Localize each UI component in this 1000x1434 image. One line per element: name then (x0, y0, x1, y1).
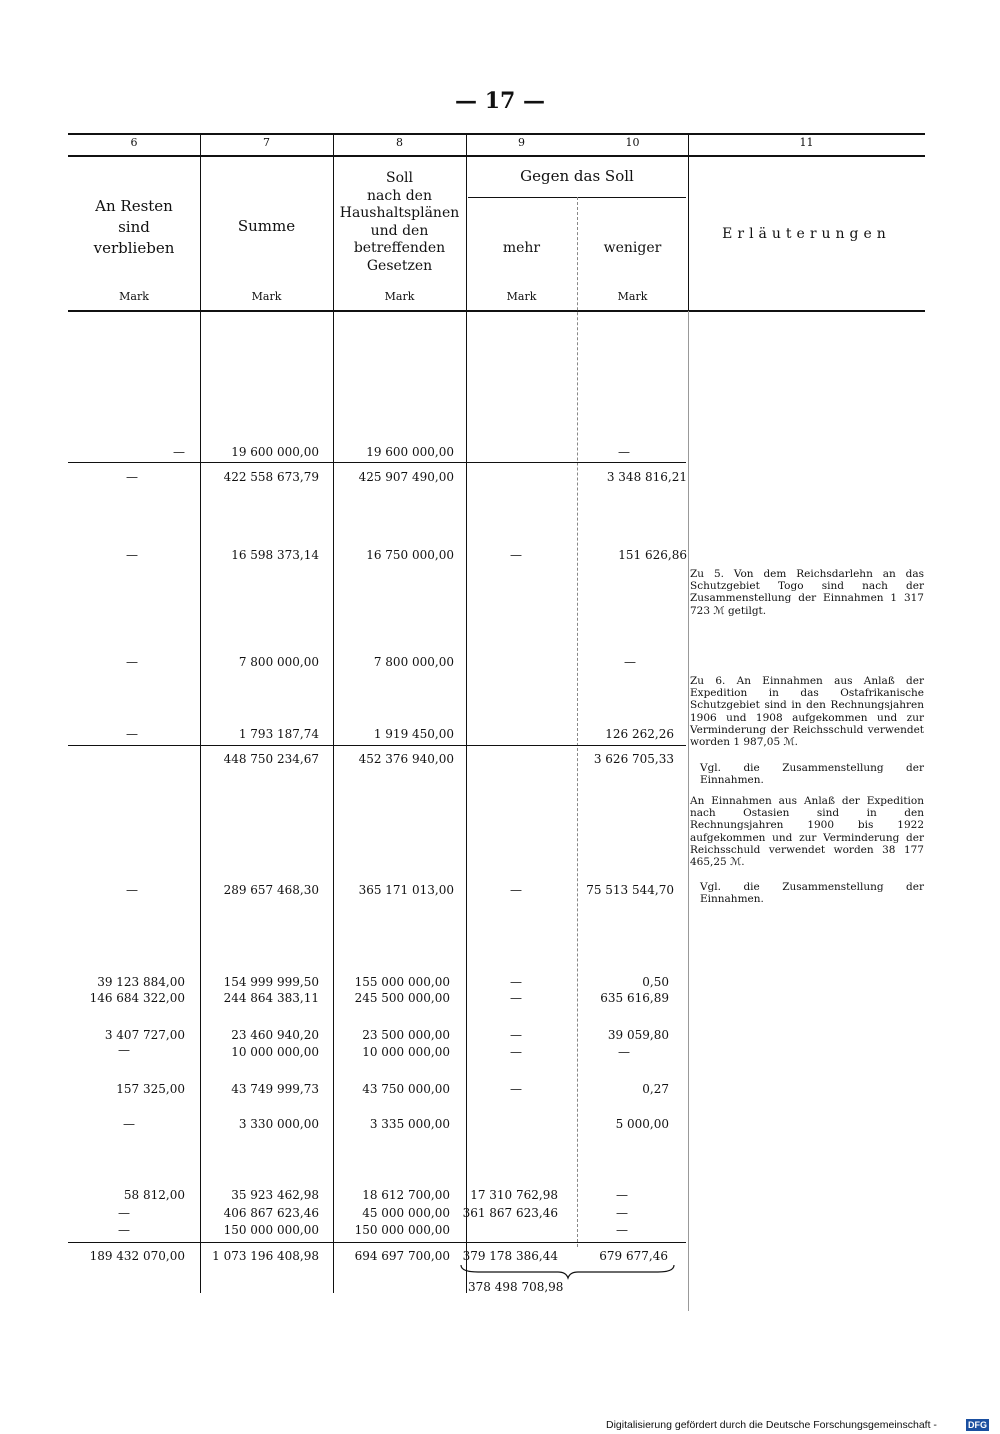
cell-c8: 23 500 000,00 (362, 1028, 450, 1042)
cell-c9: — (510, 883, 522, 897)
cell-c10: 39 059,80 (607, 1028, 669, 1042)
cell-c9: — (510, 991, 522, 1005)
col-8-unit: Mark (384, 290, 415, 303)
col-9-number: 9 (518, 136, 525, 149)
cell-c10: — (616, 1206, 628, 1220)
cell-c10: 151 626,86 (618, 548, 687, 562)
total-c8: 694 697 700,00 (354, 1249, 450, 1263)
col-6-unit: Mark (119, 290, 149, 303)
cell-c8: 18 612 700,00 (362, 1188, 450, 1202)
cell-c9: — (510, 548, 522, 562)
cell-c10: — (616, 1223, 628, 1237)
cell-c7: 154 999 999,50 (223, 975, 319, 989)
col-9-unit: Mark (506, 290, 537, 303)
cell-c10: 0,50 (642, 975, 669, 989)
cell-c9: — (510, 1028, 522, 1042)
cell-c10: 5 000,00 (615, 1117, 669, 1131)
total-c6: 189 432 070,00 (89, 1249, 185, 1263)
cell-c9: 361 867 623,46 (462, 1206, 558, 1220)
col-10-number: 10 (625, 136, 640, 149)
col-6-number: 6 (130, 136, 138, 149)
cell-c10: 3 626 705,33 (593, 752, 674, 766)
cell-c7: 448 750 234,67 (223, 752, 319, 766)
cell-c6: — (126, 727, 138, 741)
col-7-unit: Mark (251, 290, 282, 303)
col-10-header: weniger (603, 240, 662, 256)
col-8-number: 8 (396, 136, 403, 149)
cell-c10: — (618, 1045, 630, 1059)
cell-c10: — (616, 1188, 628, 1202)
col-6-header: An Resten sind verblieben (93, 197, 175, 257)
cell-c6: 157 325,00 (116, 1082, 185, 1096)
cell-c10: 0,27 (642, 1082, 669, 1096)
cell-c8: 425 907 490,00 (358, 470, 454, 484)
cell-c7: 35 923 462,98 (231, 1188, 319, 1202)
note-zu-5: Zu 5. Von dem Reichsdarlehn an das Schutzgebiet Togo sind nach der Zusammenstellung der Einnahmen 1 317 723 ℳ getilgt. (690, 568, 924, 617)
col-11-number: 11 (799, 136, 814, 149)
cell-c8: 16 750 000,00 (366, 548, 454, 562)
cell-c6: — (126, 655, 138, 669)
cell-c10: — (624, 655, 636, 669)
cell-c8: 3 335 000,00 (369, 1117, 450, 1131)
cell-c6: — (118, 1043, 130, 1057)
cell-c7: 422 558 673,79 (223, 470, 319, 484)
cell-c7: 10 000 000,00 (231, 1045, 319, 1059)
cell-c8: 7 800 000,00 (373, 655, 454, 669)
cell-c6: 39 123 884,00 (97, 975, 185, 989)
note-zu-6: Zu 6. An Einnahmen aus Anlaß der Expedition in das Ostafrikanische Schutzgebiet sind in den Rechnungsjahren 1906 und 1908 aufgekommen und zur Verminderung der Reichsschuld verwendet worden 1 987,05 ℳ. (690, 675, 924, 749)
col-7-number: 7 (263, 136, 270, 149)
cell-c7: 150 000 000,00 (223, 1223, 319, 1237)
gegen-das-soll-header: Gegen das Soll (520, 167, 634, 185)
cell-c8: 365 171 013,00 (358, 883, 454, 897)
cell-c6: — (126, 548, 138, 562)
cell-c9: — (510, 1082, 522, 1096)
cell-c8: 10 000 000,00 (362, 1045, 450, 1059)
note-ostasien: An Einnahmen aus Anlaß der Expedition nach Ostasien sind in den Rechnungsjahren 1900 bis 1922 aufgekommen und zur Verminderung der Reichsschuld verwendet worden 38 177 465,25 ℳ. (690, 795, 924, 869)
cell-c10: 3 348 816,21 (606, 470, 687, 484)
cell-c7: 19 600 000,00 (231, 445, 319, 459)
col-8-header: Soll nach den Haushaltsplänen und den betreffenden Gesetzen (339, 170, 460, 274)
cell-c8: 1 919 450,00 (373, 727, 454, 741)
cell-c10: 635 616,89 (600, 991, 669, 1005)
total-c7: 1 073 196 408,98 (212, 1249, 319, 1263)
note-zu-6-vgl: Vgl. die Zusammenstellung der Einnahmen. (700, 762, 924, 787)
cell-c8: 150 000 000,00 (354, 1223, 450, 1237)
cell-c8: 452 376 940,00 (358, 752, 454, 766)
cell-c10: 126 262,26 (605, 727, 674, 741)
cell-c6: — (123, 1117, 135, 1131)
cell-c9: — (510, 975, 522, 989)
cell-c6: 146 684 322,00 (89, 991, 185, 1005)
cell-c7: 7 800 000,00 (238, 655, 319, 669)
cell-c7: 289 657 468,30 (223, 883, 319, 897)
cell-c8: 45 000 000,00 (362, 1206, 450, 1220)
cell-c6: — (118, 1223, 130, 1237)
footer-credit: Digitalisierung gefördert durch die Deutsche Forschungsgemeinschaft - (606, 1419, 937, 1431)
cell-c7: 244 864 383,11 (223, 991, 319, 1005)
cell-c7: 406 867 623,46 (223, 1206, 319, 1220)
cell-c10: 75 513 544,70 (586, 883, 674, 897)
cell-c8: 245 500 000,00 (354, 991, 450, 1005)
cell-c7: 3 330 000,00 (238, 1117, 319, 1131)
cell-c7: 23 460 940,20 (231, 1028, 319, 1042)
total-c9: 379 178 386,44 (462, 1249, 558, 1263)
col-7-header: Summe (237, 217, 296, 235)
note-ostasien-vgl: Vgl. die Zusammenstellung der Einnahmen. (700, 881, 924, 906)
cell-c6: — (173, 445, 185, 459)
dfg-logo: DFG (968, 1420, 987, 1430)
col-9-header: mehr (502, 240, 541, 256)
cell-c7: 43 749 999,73 (231, 1082, 319, 1096)
cell-c6: 58 812,00 (123, 1188, 185, 1202)
cell-c6: — (126, 883, 138, 897)
net-brace (458, 1263, 678, 1281)
cell-c8: 43 750 000,00 (362, 1082, 450, 1096)
cell-c6: — (126, 470, 138, 484)
page-number: — 17 — (455, 88, 545, 114)
col-10-unit: Mark (617, 290, 648, 303)
cell-c8: 155 000 000,00 (354, 975, 450, 989)
net-difference: 378 498 708,98 (468, 1280, 564, 1294)
cell-c6: 3 407 727,00 (104, 1028, 185, 1042)
cell-c10: — (618, 445, 630, 459)
cell-c9: 17 310 762,98 (470, 1188, 558, 1202)
cell-c6: — (118, 1206, 130, 1220)
cell-c7: 16 598 373,14 (231, 548, 319, 562)
cell-c9: — (510, 1045, 522, 1059)
total-c10: 679 677,46 (599, 1249, 668, 1263)
cell-c7: 1 793 187,74 (238, 727, 319, 741)
col-11-header: Erläuterungen (722, 226, 891, 242)
cell-c8: 19 600 000,00 (366, 445, 454, 459)
